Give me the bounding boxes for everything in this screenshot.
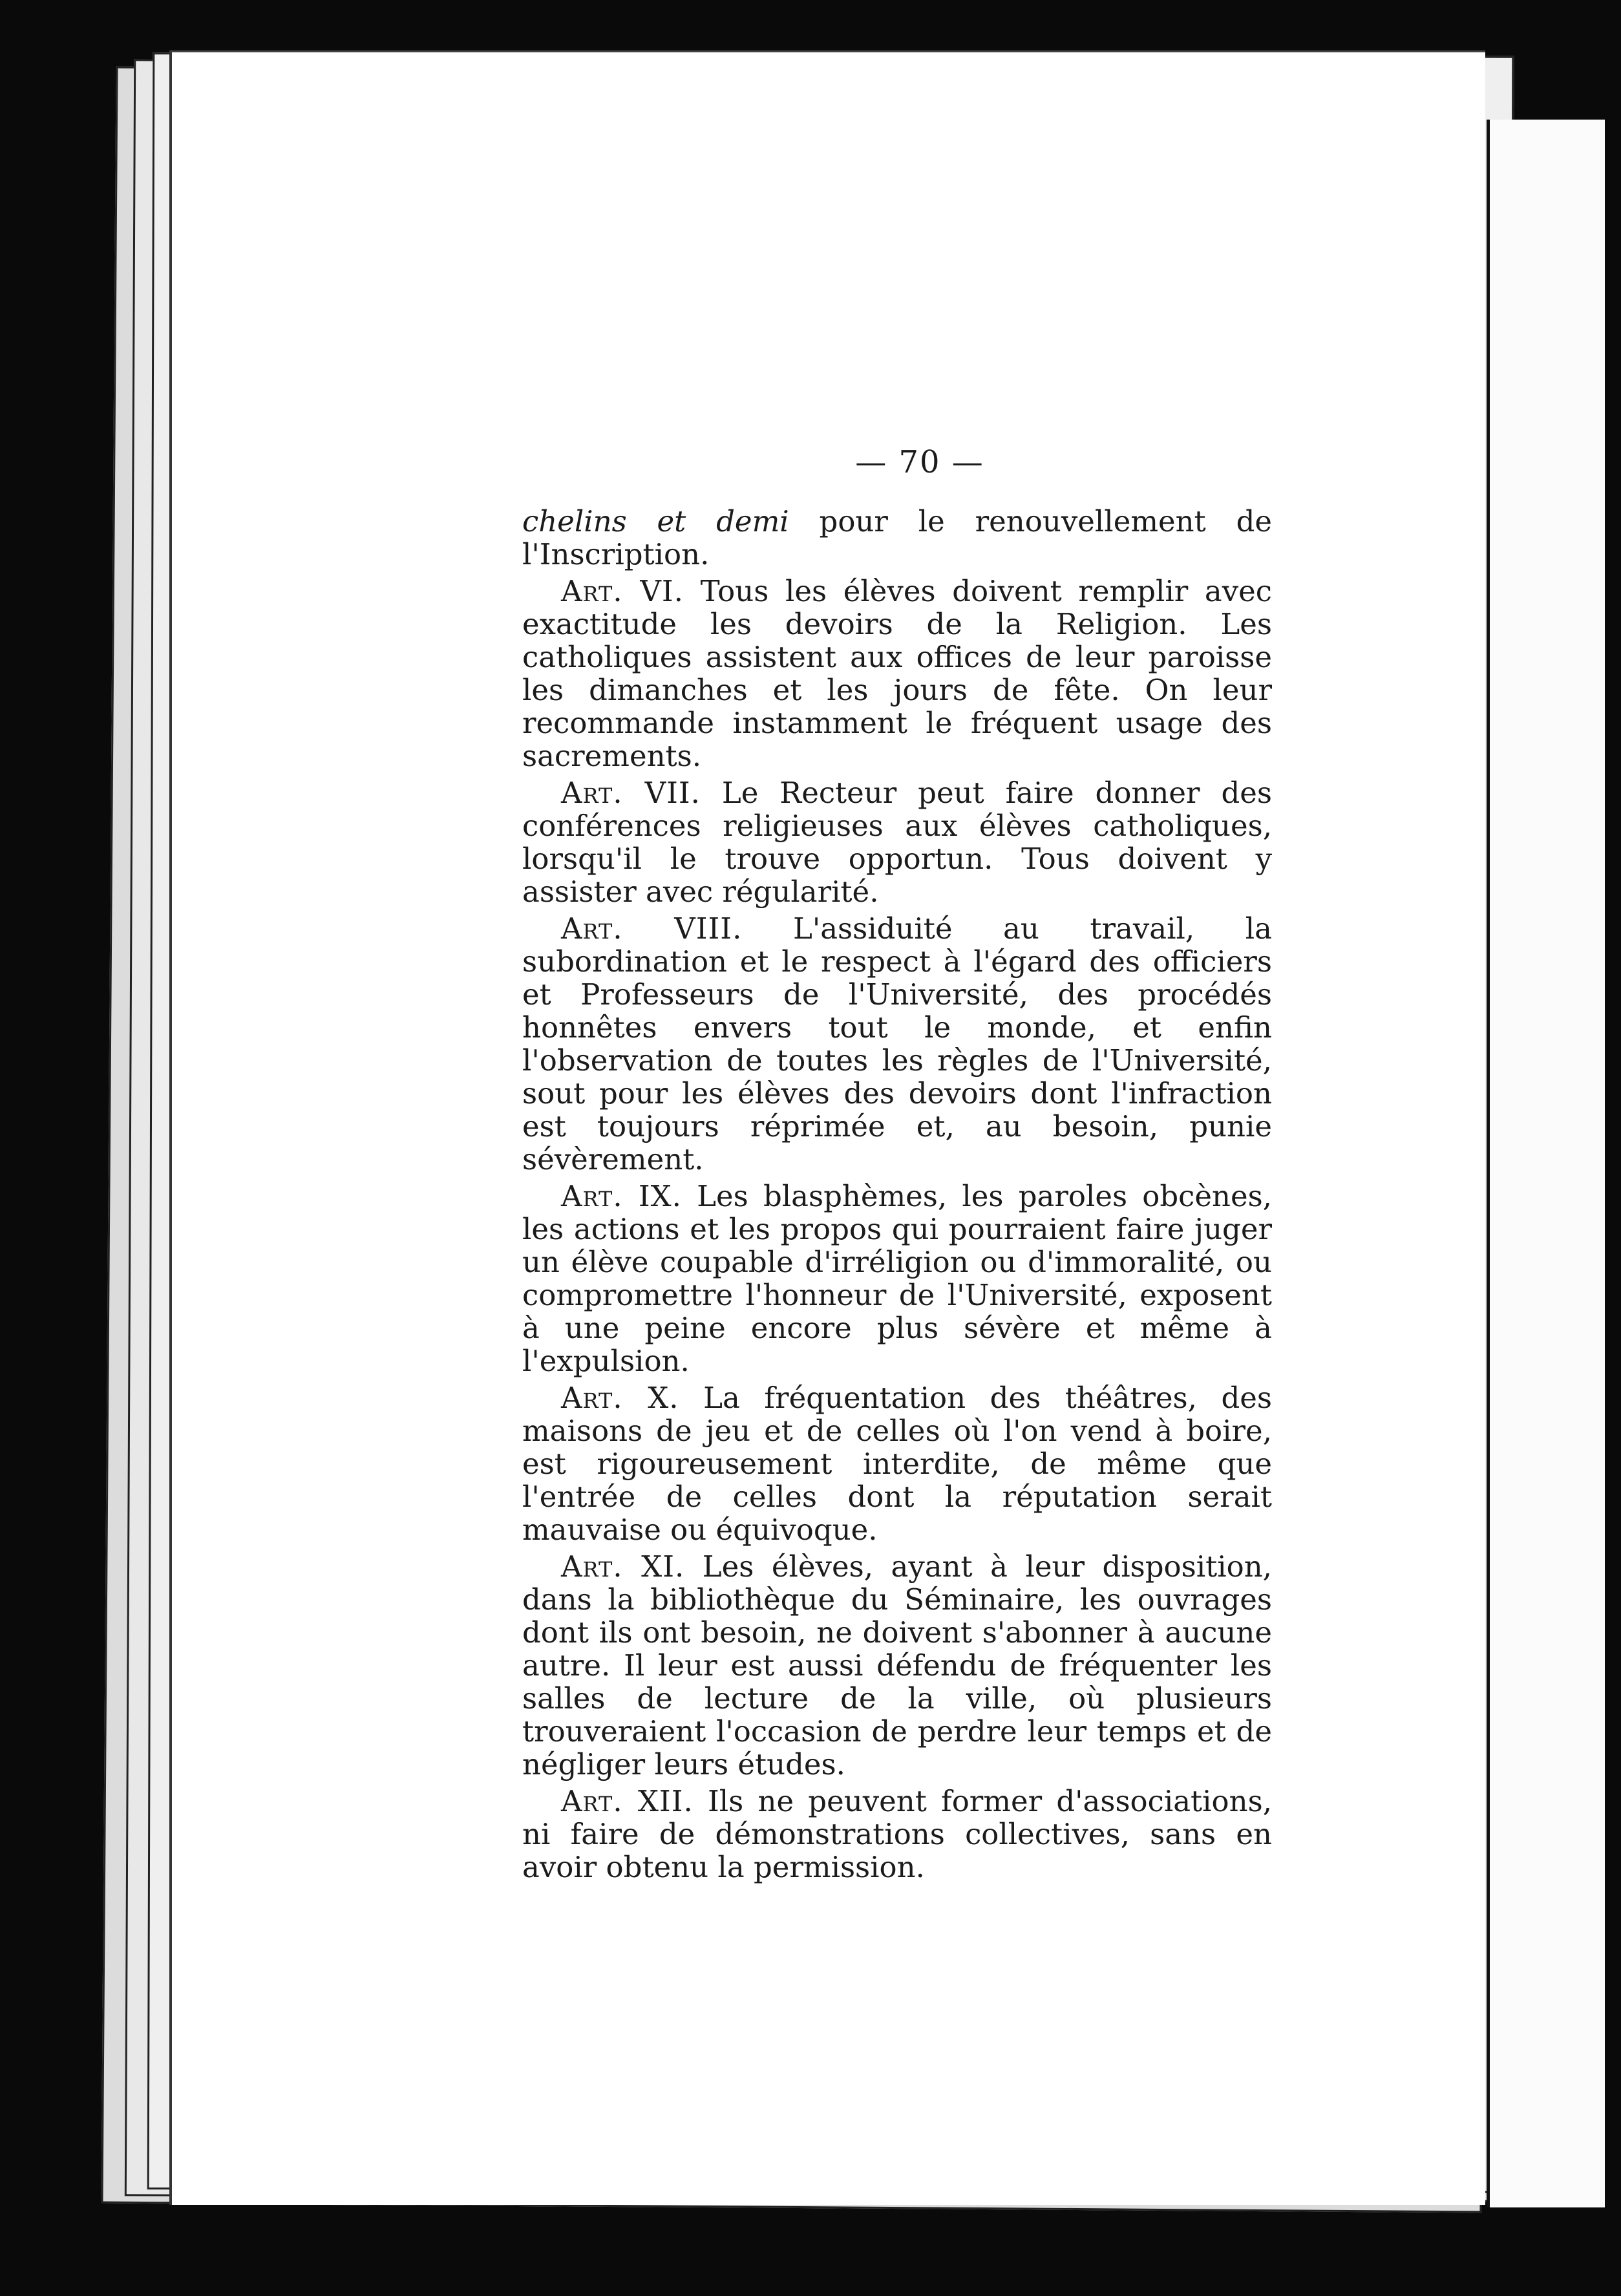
article-text: L'assiduité au travail, la subordination et le respect à l'égard des officiers et Professeurs de l'Université, des procédés honnêtes envers tout le monde, et enfin l'observation de toutes les règles de l'Université, sout pour les élèves des devoirs dont l'infraction est toujours réprimée et, au besoin, punie sévèrement. <box>522 911 1272 1176</box>
article-text: Tous les élèves doivent remplir avec exactitude les devoirs de la Religion. Les catholiques assistent aux offices de leur paroisse les dimanches et les jours de fête. On leur recommande instamment le fréquent usage des sacrements. <box>522 574 1272 773</box>
article-text: La fréquentation des théâtres, des maisons de jeu et de celles où l'on vend à boire, est rigoureusement interdite, de même que l'entrée de celles dont la réputation serait mauvaise ou équivoque. <box>522 1381 1272 1547</box>
article-label: Art. VIII. <box>561 911 743 946</box>
adjacent-page <box>1487 120 1605 2207</box>
article-label: Art. VI. <box>561 574 684 608</box>
article-11 <box>522 1550 1272 1781</box>
article-8 <box>522 912 1272 1176</box>
article-label: Art. XII. <box>561 1784 694 1818</box>
article-text: Ils ne peuvent former d'associations, ni faire de démonstrations collectives, sans en avoir obtenu la permission. <box>522 1784 1273 1884</box>
article-text: Le Recteur peut faire donner des conférences religieuses aux élèves catholiques, lorsqu'il le trouve opportun. Tous doivent y assister avec régularité. <box>522 776 1272 909</box>
article-7 <box>522 776 1272 908</box>
opening-paragraph <box>522 505 1272 571</box>
article-label: Art. XI. <box>561 1549 685 1584</box>
article-label: Art. X. <box>561 1381 679 1415</box>
article-10 <box>522 1381 1272 1546</box>
article-12 <box>522 1785 1272 1884</box>
article-label: Art. IX. <box>561 1179 682 1213</box>
article-text: Les blasphèmes, les paroles obcènes, les actions et les propos qui pourraient faire juger un élève coupable d'irréligion ou d'immoralité, ou compromettre l'honneur de l'Université, exposent à une peine encore plus sévère et même à l'expulsion. <box>522 1179 1272 1378</box>
opening-italic: chelins et demi <box>522 504 789 538</box>
article-6 <box>522 575 1272 772</box>
article-label: Art. VII. <box>561 776 701 810</box>
opening-text: pour le renouvellement de l'Inscription. <box>522 504 1273 571</box>
article-text: Les élèves, ayant à leur disposition, dans la bibliothèque du Séminaire, les ouvrages dont ils ont besoin, ne doivent s'abonner à aucune autre. Il leur est aussi défendu de fréquenter les salles de lecture de la ville, où plusieurs trouveraient l'occasion de perdre leur temps et de négliger leurs études. <box>522 1549 1272 1781</box>
article-9 <box>522 1180 1272 1377</box>
page-number: — 70 — <box>855 444 984 480</box>
page-text <box>522 446 1272 1887</box>
